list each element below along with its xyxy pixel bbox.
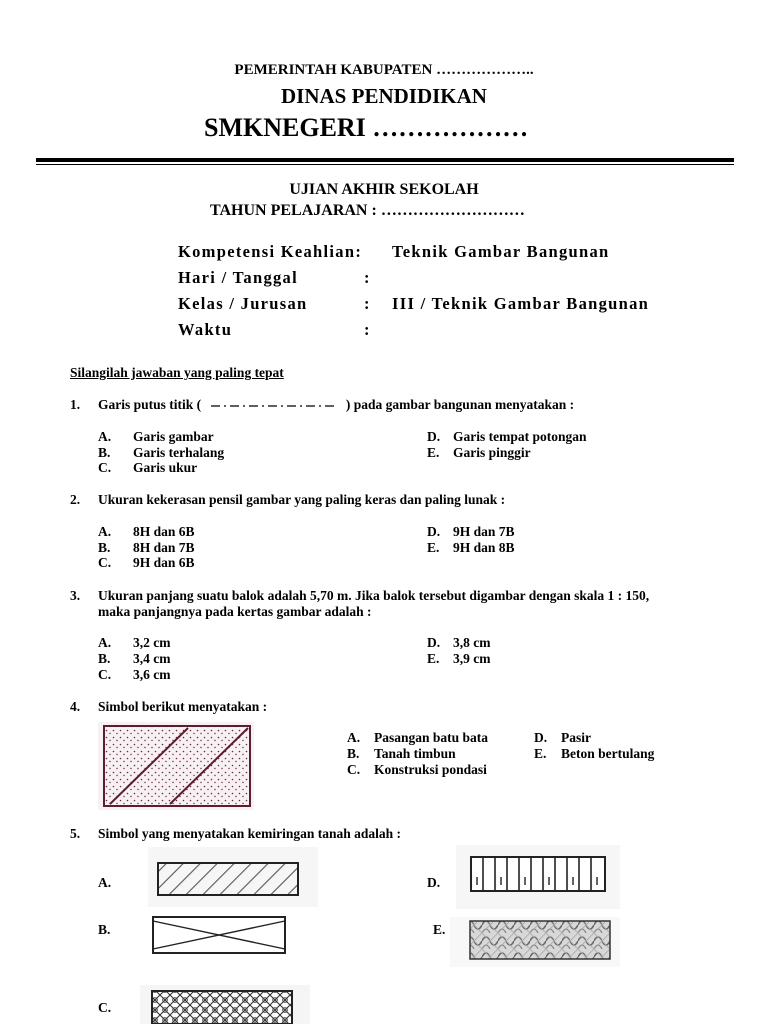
q2-option-d-letter[interactable]: D. [427,524,441,539]
q4-option-a-text[interactable]: Pasangan batu bata [374,730,489,745]
info-colon-date: : [364,268,371,287]
q1-option-b-letter[interactable]: B. [98,445,111,460]
q4-option-b-letter[interactable]: B. [347,746,360,761]
q4-option-e-letter[interactable]: E. [534,746,547,761]
q5-option-c-letter[interactable]: C. [98,1000,112,1015]
info-label-class: Kelas / Jurusan [178,294,308,313]
info-label-time: Waktu [178,320,233,339]
q1-option-d-text[interactable]: Garis tempat potongan [453,429,587,444]
exam-title: UJIAN AKHIR SEKOLAH [289,181,479,198]
q2-option-c-letter[interactable]: C. [98,555,112,570]
q1-option-a-letter[interactable]: A. [98,429,112,444]
vertical-bars-symbol-icon[interactable] [456,845,620,909]
q4-option-d-text[interactable]: Pasir [561,730,591,745]
header-divider-thin [36,164,734,165]
question-4-number: 4. [70,699,81,714]
info-colon-class: : [364,294,371,313]
question-3-text: Ukuran panjang suatu balok adalah 5,70 m. Jika balok tersebut digambar dengan skala 1 : 150, [98,588,650,603]
q2-option-a-letter[interactable]: A. [98,524,112,539]
q4-option-e-text[interactable]: Beton bertulang [561,746,655,761]
question-2-number: 2. [70,492,81,507]
woven-pattern-symbol-icon[interactable] [450,917,620,967]
q2-option-a-text[interactable]: 8H dan 6B [133,524,195,539]
q3-option-e-letter[interactable]: E. [427,651,440,666]
q2-option-c-text[interactable]: 9H dan 6B [133,555,195,570]
school-name: SMKNEGERI ……………… [204,113,529,142]
info-label-competency: Kompetensi Keahlian: [178,242,363,261]
q3-option-a-letter[interactable]: A. [98,635,112,650]
question-5-text: Simbol yang menyatakan kemiringan tanah adalah : [98,826,402,841]
q3-option-d-letter[interactable]: D. [427,635,441,650]
question-1-number: 1. [70,397,81,412]
q1-option-b-text[interactable]: Garis terhalang [133,445,225,460]
government-header: PEMERINTAH KABUPATEN ……………….. [234,62,534,78]
q3-option-b-text[interactable]: 3,4 cm [133,651,171,666]
q1-option-d-letter[interactable]: D. [427,429,441,444]
cross-bracing-symbol-icon[interactable] [148,912,298,958]
q5-option-e-letter[interactable]: E. [433,922,446,937]
diagonal-hatch-symbol-icon[interactable] [148,847,318,907]
question-1-text [98,397,574,413]
info-value-class: III / Teknik Gambar Bangunan [392,294,650,313]
dash-dot-line-icon [209,403,339,409]
q3-option-c-text[interactable]: 3,6 cm [133,667,171,682]
q1-option-a-text[interactable]: Garis gambar [133,429,214,444]
q2-option-e-text[interactable]: 9H dan 8B [453,540,515,555]
q1-option-c-letter[interactable]: C. [98,460,112,475]
info-label-date: Hari / Tanggal [178,268,298,287]
q3-option-d-text[interactable]: 3,8 cm [453,635,491,650]
q3-option-b-letter[interactable]: B. [98,651,111,666]
question-3-text-line2: maka panjangnya pada kertas gambar adalah : [98,604,372,619]
info-value-competency: Teknik Gambar Bangunan [392,242,610,261]
q3-option-a-text[interactable]: 3,2 cm [133,635,171,650]
q2-option-b-letter[interactable]: B. [98,540,111,555]
crosshatch-symbol-icon[interactable] [140,985,310,1024]
q4-option-a-letter[interactable]: A. [347,730,361,745]
agency-name: DINAS PENDIDIKAN [281,84,487,108]
q5-option-b-letter[interactable]: B. [98,922,111,937]
q5-option-a-letter[interactable]: A. [98,875,112,890]
q5-option-d-letter[interactable]: D. [427,875,441,890]
q4-option-b-text[interactable]: Tanah timbun [374,746,456,761]
question-3-number: 3. [70,588,81,603]
q4-option-c-text[interactable]: Konstruksi pondasi [374,762,487,777]
q1-option-e-text[interactable]: Garis pinggir [453,445,531,460]
header-divider-thick [36,158,734,162]
q4-option-d-letter[interactable]: D. [534,730,548,745]
question-1-text-before: Garis putus titik ( [98,397,202,412]
sand-hatch-symbol-icon [98,722,254,810]
question-1-text-after: ) pada gambar bangunan menyatakan : [345,397,575,412]
q2-option-b-text[interactable]: 8H dan 7B [133,540,195,555]
info-colon-time: : [364,320,371,339]
q2-option-d-text[interactable]: 9H dan 7B [453,524,515,539]
q4-option-c-letter[interactable]: C. [347,762,361,777]
q2-option-e-letter[interactable]: E. [427,540,440,555]
exam-year: TAHUN PELAJARAN : ……………………… [210,202,525,219]
q1-option-c-text[interactable]: Garis ukur [133,460,198,475]
question-4-text: Simbol berikut menyatakan : [98,699,268,714]
q3-option-c-letter[interactable]: C. [98,667,112,682]
q3-option-e-text[interactable]: 3,9 cm [453,651,491,666]
question-5-number: 5. [70,826,81,841]
question-2-text: Ukuran kekerasan pensil gambar yang paling keras dan paling lunak : [98,492,506,507]
instruction: Silangilah jawaban yang paling tepat [70,365,284,380]
q1-option-e-letter[interactable]: E. [427,445,440,460]
